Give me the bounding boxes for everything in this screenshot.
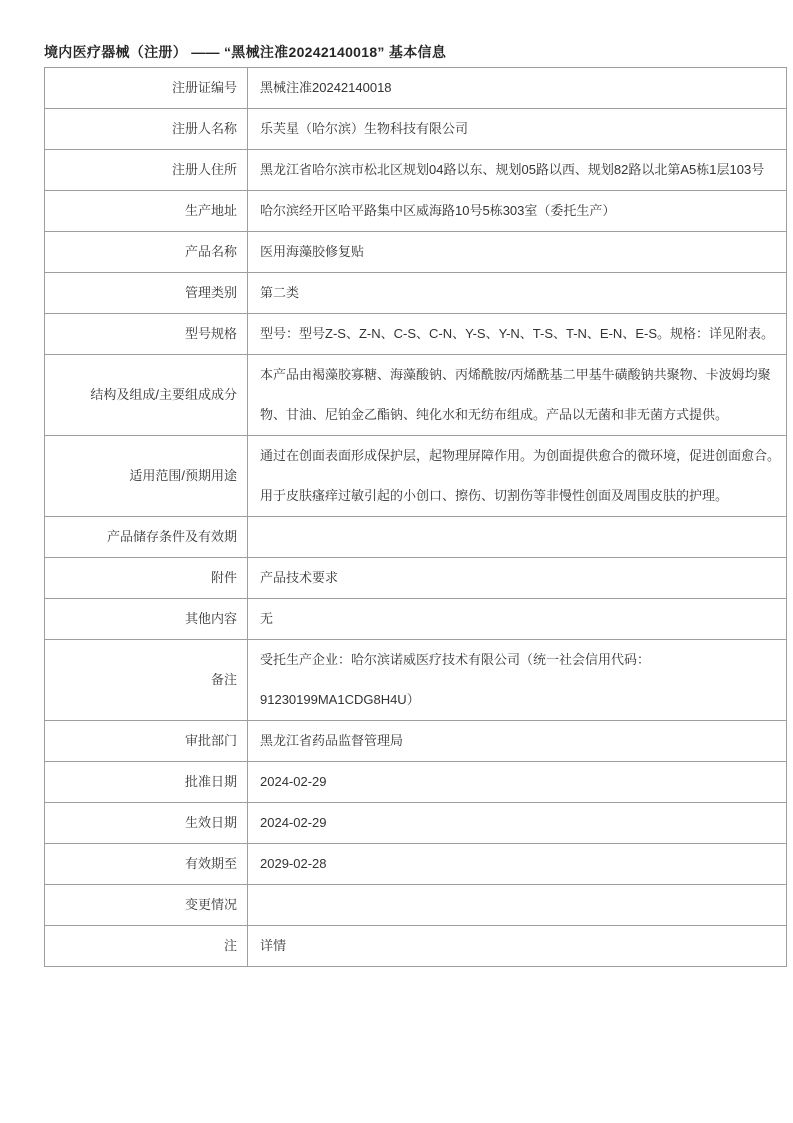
table-row <box>45 150 787 191</box>
row-value <box>248 885 787 926</box>
row-value <box>248 517 787 558</box>
row-value: 黑械注准20242140018 <box>248 68 787 109</box>
row-value: 2029-02-28 <box>248 844 787 885</box>
row-value: 受托生产企业：哈尔滨诺威医疗技术有限公司（统一社会信用代码：91230199MA1CDG8H4U） <box>248 640 787 721</box>
page-title: 境内医疗器械（注册） —— “黑械注准20242140018” 基本信息 <box>44 44 447 60</box>
table-row <box>45 721 787 762</box>
row-label: 变更情况 <box>45 885 248 926</box>
table-row <box>45 314 787 355</box>
row-value: 哈尔滨经开区哈平路集中区威海路10号5栋303室（委托生产） <box>248 191 787 232</box>
table-row <box>45 355 787 436</box>
table-row <box>45 109 787 150</box>
row-value: 通过在创面表面形成保护层，起物理屏障作用。为创面提供愈合的微环境，促进创面愈合。用于皮肤瘙痒过敏引起的小创口、擦伤、切割伤等非慢性创面及周围皮肤的护理。 <box>248 436 787 517</box>
table-row <box>45 803 787 844</box>
row-label: 其他内容 <box>45 599 248 640</box>
table-row <box>45 762 787 803</box>
row-label: 审批部门 <box>45 721 248 762</box>
row-value: 产品技术要求 <box>248 558 787 599</box>
table-row <box>45 599 787 640</box>
row-label: 适用范围/预期用途 <box>45 436 248 517</box>
row-value: 详情 <box>248 926 787 967</box>
row-value: 乐芙星（哈尔滨）生物科技有限公司 <box>248 109 787 150</box>
table-row <box>45 273 787 314</box>
row-label: 有效期至 <box>45 844 248 885</box>
row-label: 生效日期 <box>45 803 248 844</box>
table-row <box>45 436 787 517</box>
row-label: 型号规格 <box>45 314 248 355</box>
row-label: 产品储存条件及有效期 <box>45 517 248 558</box>
row-label: 结构及组成/主要组成成分 <box>45 355 248 436</box>
row-label: 附件 <box>45 558 248 599</box>
row-label: 注册人住所 <box>45 150 248 191</box>
row-value: 黑龙江省哈尔滨市松北区规划04路以东、规划05路以西、规划82路以北第A5栋1层103号 <box>248 150 787 191</box>
row-value: 第二类 <box>248 273 787 314</box>
row-label: 备注 <box>45 640 248 721</box>
table-row <box>45 844 787 885</box>
row-label: 注 <box>45 926 248 967</box>
info-table <box>44 67 787 967</box>
table-row <box>45 885 787 926</box>
row-label: 管理类别 <box>45 273 248 314</box>
table-row <box>45 926 787 967</box>
row-label: 生产地址 <box>45 191 248 232</box>
table-row <box>45 517 787 558</box>
row-value: 无 <box>248 599 787 640</box>
row-value: 黑龙江省药品监督管理局 <box>248 721 787 762</box>
table-row <box>45 68 787 109</box>
table-row <box>45 558 787 599</box>
row-label: 批准日期 <box>45 762 248 803</box>
table-row <box>45 232 787 273</box>
row-value: 医用海藻胶修复贴 <box>248 232 787 273</box>
row-label: 注册人名称 <box>45 109 248 150</box>
row-label: 注册证编号 <box>45 68 248 109</box>
table-row <box>45 191 787 232</box>
row-value: 2024-02-29 <box>248 803 787 844</box>
row-label: 产品名称 <box>45 232 248 273</box>
row-value: 本产品由褐藻胶寡糖、海藻酸钠、丙烯酰胺/丙烯酰基二甲基牛磺酸钠共聚物、卡波姆均聚物、甘油、尼铂金乙酯钠、纯化水和无纺布组成。产品以无菌和非无菌方式提供。 <box>248 355 787 436</box>
table-row <box>45 640 787 721</box>
row-value: 2024-02-29 <box>248 762 787 803</box>
row-value: 型号：型号Z-S、Z-N、C-S、C-N、Y-S、Y-N、T-S、T-N、E-N、E-S。规格：详见附表。 <box>248 314 787 355</box>
